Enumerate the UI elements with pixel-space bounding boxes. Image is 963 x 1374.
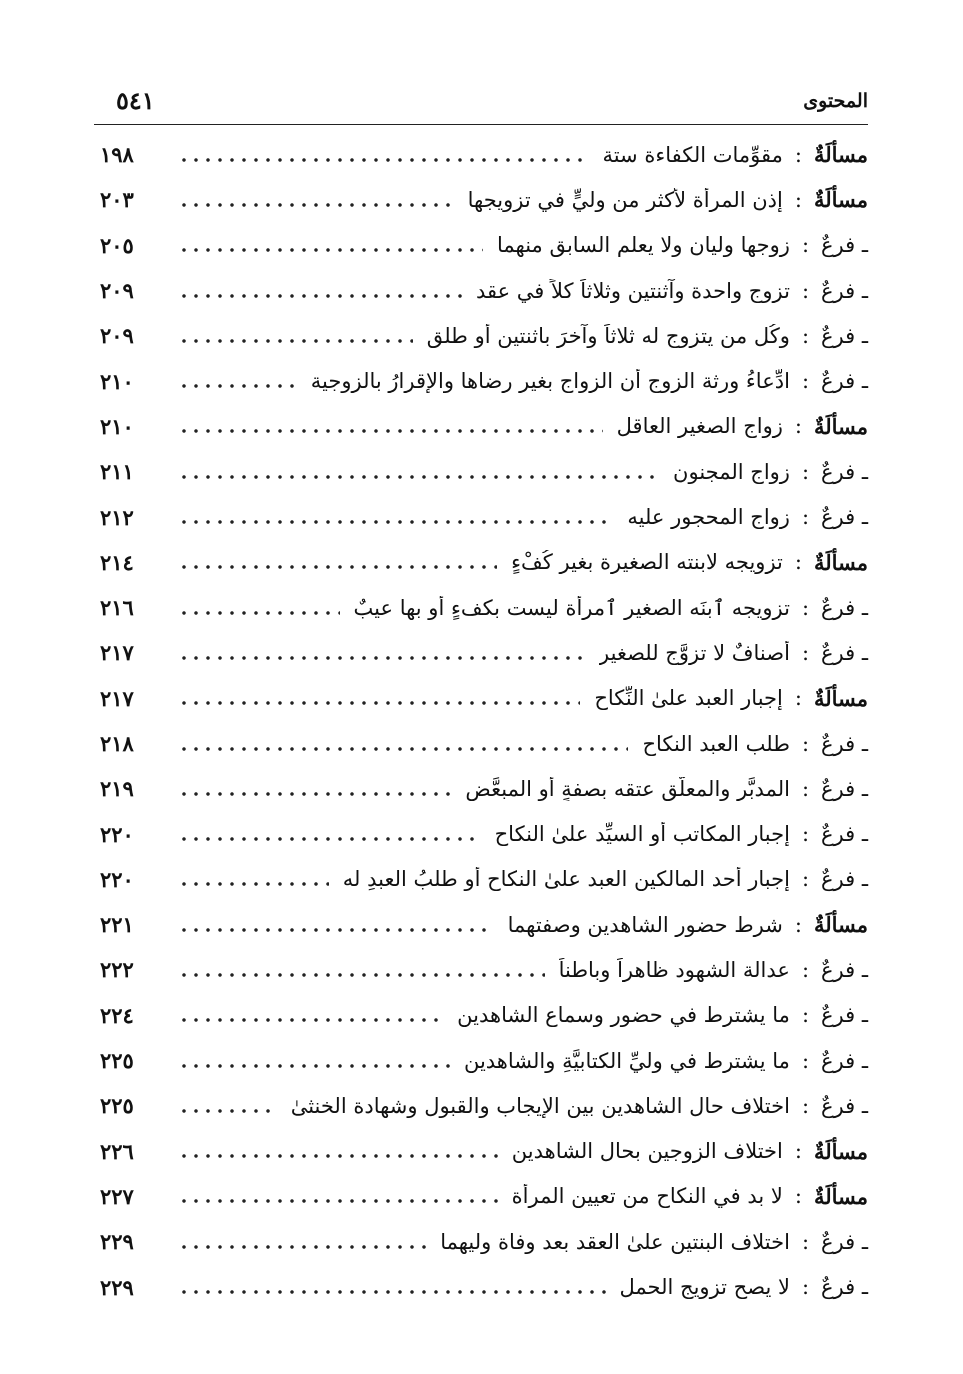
label-separator: : <box>801 278 810 303</box>
entry-page-number: ٢١٠ <box>100 413 134 439</box>
toc-entry[interactable] <box>94 721 868 766</box>
entry-page-number: ٢١٨ <box>100 731 134 756</box>
branch-label: ـ فرعٌ <box>821 1003 868 1028</box>
entry-page-number: ٢٢٥ <box>100 1048 134 1074</box>
branch-label: ـ فرعٌ <box>821 1048 868 1073</box>
label-separator: : <box>801 505 810 530</box>
dot-leader <box>178 836 481 842</box>
branch-label: ـ فرعٌ <box>821 233 868 258</box>
label-separator: : <box>801 957 810 982</box>
dot-leader <box>178 1017 443 1023</box>
issue-label: مسألَةٌ <box>813 187 868 213</box>
branch-label: ـ فرعٌ <box>821 867 868 892</box>
issue-label: مسألَةٌ <box>813 1138 868 1164</box>
label-separator: : <box>801 1275 810 1300</box>
entry-page-number: ١٩٨ <box>100 142 134 168</box>
toc-entry[interactable] <box>94 811 868 856</box>
page-header <box>94 84 868 118</box>
dot-leader <box>178 1108 277 1114</box>
label-separator: : <box>801 1003 810 1028</box>
entry-page-number: ٢٢٩ <box>100 1274 134 1300</box>
entry-page-number: ٢١٧ <box>100 685 134 711</box>
entry-page-number: ٢٢٢ <box>100 957 134 983</box>
toc-entry[interactable] <box>94 902 868 947</box>
entry-title: لا يصح تزويج الحمل <box>619 1275 790 1300</box>
entry-title: ادِّعاءُ ورثة الزوج أن الزواج بغير رضاها والإقرارُ بالزوجية <box>310 369 790 394</box>
entry-title: طلب العبد النكاح <box>642 731 790 756</box>
toc-entry[interactable] <box>94 313 868 358</box>
entry-page-number: ٢٢٠ <box>100 821 134 847</box>
branch-label: ـ فرعٌ <box>821 1229 868 1254</box>
entry-title: تزويجه ٱبنَه الصغير ٱمرأة ليست بكفءٍ أو بها عيبٌ <box>353 595 790 620</box>
toc-entry[interactable] <box>94 268 868 313</box>
entry-page-number: ٢١١ <box>100 459 134 485</box>
entry-title: ما يشترط في حضور وسماع الشاهدين <box>457 1003 790 1028</box>
entry-title: شرط حضور الشاهدين وصفتهما <box>507 912 783 937</box>
toc-entry[interactable] <box>94 1219 868 1264</box>
dot-leader <box>178 1198 498 1204</box>
toc-entry[interactable] <box>94 540 868 585</box>
toc-entry[interactable] <box>94 358 868 403</box>
entry-title: إجبار العبد علىٰ النِّكاح <box>594 686 783 711</box>
issue-label: مسألَةٌ <box>813 1183 868 1209</box>
entry-page-number: ٢٠٥ <box>100 232 134 258</box>
dot-leader <box>178 610 340 616</box>
section-title: المحتوى <box>803 90 868 112</box>
entry-page-number: ٢٠٩ <box>100 323 134 349</box>
entry-page-number: ٢٢٤ <box>100 1002 134 1028</box>
label-separator: : <box>794 686 802 711</box>
toc-entry[interactable] <box>94 494 868 539</box>
label-separator: : <box>801 233 810 258</box>
label-separator: : <box>801 731 810 756</box>
entry-page-number: ٢٢٦ <box>100 1138 134 1164</box>
branch-label: ـ فرعٌ <box>821 822 868 847</box>
entry-page-number: ٢٢٥ <box>100 1093 134 1119</box>
dot-leader <box>178 927 494 933</box>
label-separator: : <box>801 459 810 484</box>
dot-leader <box>178 791 451 797</box>
dot-leader <box>178 474 659 480</box>
dot-leader <box>178 157 588 163</box>
header-rule <box>94 124 868 125</box>
label-separator: : <box>801 369 810 394</box>
entry-title: أصنافٌ لا تزوَّج للصغير <box>599 640 790 665</box>
branch-label: ـ فرعٌ <box>821 1093 868 1118</box>
dot-leader <box>178 519 613 525</box>
table-of-contents <box>94 132 868 1310</box>
entry-page-number: ٢٢٧ <box>100 1183 134 1209</box>
entry-title: زواج المحجور عليه <box>627 505 790 530</box>
branch-label: ـ فرعٌ <box>821 776 868 801</box>
branch-label: ـ فرعٌ <box>821 595 868 620</box>
entry-title: إجبار المكاتب أو السيِّد علىٰ النكاح <box>494 822 790 847</box>
toc-entry[interactable] <box>94 857 868 902</box>
label-separator: : <box>794 414 802 439</box>
label-separator: : <box>801 867 810 892</box>
entry-title: زوجها وليان ولا يعلم السابق منهما <box>496 233 790 258</box>
dot-leader <box>178 1289 606 1295</box>
dot-leader <box>178 881 329 887</box>
entry-title: تزوج واحدة وآثنتين وثلاثاً كلاً في عقد <box>475 278 790 303</box>
dot-leader <box>178 338 413 344</box>
label-separator: : <box>801 595 810 620</box>
issue-label: مسألَةٌ <box>813 142 868 168</box>
label-separator: : <box>801 822 810 847</box>
toc-entry[interactable] <box>94 1264 868 1309</box>
toc-entry[interactable] <box>94 766 868 811</box>
dot-leader <box>178 1063 450 1069</box>
dot-leader <box>178 564 497 570</box>
label-separator: : <box>794 1139 802 1164</box>
label-separator: : <box>794 142 802 167</box>
label-separator: : <box>801 1093 810 1118</box>
branch-label: ـ فرعٌ <box>821 323 868 348</box>
branch-label: ـ فرعٌ <box>821 505 868 530</box>
entry-page-number: ٢١٤ <box>100 549 134 575</box>
entry-title: المدبَّر والمعلَّق عتقه بصفةٍ أو المبعَّض <box>465 776 790 801</box>
dot-leader <box>178 700 580 706</box>
entry-title: مقوِّمات الكفاءة ستة <box>602 142 783 167</box>
label-separator: : <box>794 912 802 937</box>
issue-label: مسألَةٌ <box>813 685 868 711</box>
label-separator: : <box>801 323 810 348</box>
label-separator: : <box>801 1048 810 1073</box>
entry-page-number: ٢١٦ <box>100 595 134 621</box>
entry-page-number: ٢٠٣ <box>100 187 134 213</box>
label-separator: : <box>794 187 802 212</box>
dot-leader <box>178 293 462 299</box>
label-separator: : <box>801 640 810 665</box>
entry-title: اختلاف حال الشاهدين بين الإيجاب والقبول وشهادة الخنثىٰ <box>290 1093 790 1118</box>
entry-page-number: ٢١٧ <box>100 640 134 666</box>
entry-title: وكُل من يتزوج له ثلاثاً وآخرَ باثنتين أو طلق <box>426 323 790 348</box>
dot-leader <box>178 1244 426 1250</box>
toc-entry[interactable] <box>94 630 868 675</box>
label-separator: : <box>794 1184 802 1209</box>
branch-label: ـ فرعٌ <box>821 459 868 484</box>
toc-entry[interactable] <box>94 947 868 992</box>
toc-entry[interactable] <box>94 993 868 1038</box>
entry-title: زواج الصغير العاقل <box>616 414 783 439</box>
toc-entry[interactable] <box>94 449 868 494</box>
dot-leader <box>178 383 297 389</box>
toc-entry[interactable] <box>94 132 868 177</box>
dot-leader <box>178 746 628 752</box>
entry-page-number: ٢١٩ <box>100 776 134 802</box>
entry-title: ما يشترط في وليِّ الكتابيَّةِ والشاهدين <box>463 1048 790 1073</box>
entry-title: زواج المجنون <box>673 459 790 484</box>
entry-page-number: ٢١٠ <box>100 368 134 394</box>
dot-leader <box>178 428 603 434</box>
entry-title: عدالة الشهود ظاهراً وباطناً <box>558 957 790 982</box>
entry-page-number: ٢٢٩ <box>100 1229 134 1255</box>
toc-entry[interactable] <box>94 404 868 449</box>
entry-page-number: ٢٠٩ <box>100 278 134 304</box>
entry-title: اختلاف الزوجين بحال الشاهدين <box>511 1139 783 1164</box>
toc-entry[interactable] <box>94 1129 868 1174</box>
toc-entry[interactable] <box>94 223 868 268</box>
entry-page-number: ٢١٢ <box>100 504 134 530</box>
issue-label: مسألَةٌ <box>813 549 868 575</box>
dot-leader <box>178 202 454 208</box>
toc-entry[interactable] <box>94 1038 868 1083</box>
entry-title: إجبار أحد المالكين العبد علىٰ النكاح أو طلبُ العبدِ له <box>342 867 790 892</box>
entry-page-number: ٢٢١ <box>100 912 134 938</box>
toc-entry[interactable] <box>94 676 868 721</box>
dot-leader <box>178 655 585 661</box>
branch-label: ـ فرعٌ <box>821 1275 868 1300</box>
label-separator: : <box>801 776 810 801</box>
label-separator: : <box>794 550 802 575</box>
dot-leader <box>178 972 545 978</box>
toc-entry[interactable] <box>94 585 868 630</box>
toc-entry[interactable] <box>94 177 868 222</box>
branch-label: ـ فرعٌ <box>821 957 868 982</box>
entry-title: إذن المرأة لأكثر من وليٍّ في تزويجها <box>467 187 783 212</box>
branch-label: ـ فرعٌ <box>821 731 868 756</box>
entry-title: لا بد في النكاح من تعيين المرأة <box>511 1184 783 1209</box>
issue-label: مسألَةٌ <box>813 912 868 938</box>
dot-leader <box>178 1153 498 1159</box>
branch-label: ـ فرعٌ <box>821 640 868 665</box>
issue-label: مسألَةٌ <box>813 413 868 439</box>
entry-page-number: ٢٢٠ <box>100 866 134 892</box>
toc-entry[interactable] <box>94 1174 868 1219</box>
page-number: ٥٤١ <box>116 86 155 115</box>
toc-entry[interactable] <box>94 1083 868 1128</box>
branch-label: ـ فرعٌ <box>821 278 868 303</box>
branch-label: ـ فرعٌ <box>821 369 868 394</box>
dot-leader <box>178 247 483 253</box>
label-separator: : <box>801 1229 810 1254</box>
entry-title: تزويجه لابنته الصغيرة بغيرِ كُفْءٍ <box>511 550 783 575</box>
entry-title: اختلاف البنتين علىٰ العقد بعد وفاة وليهما <box>440 1229 790 1254</box>
